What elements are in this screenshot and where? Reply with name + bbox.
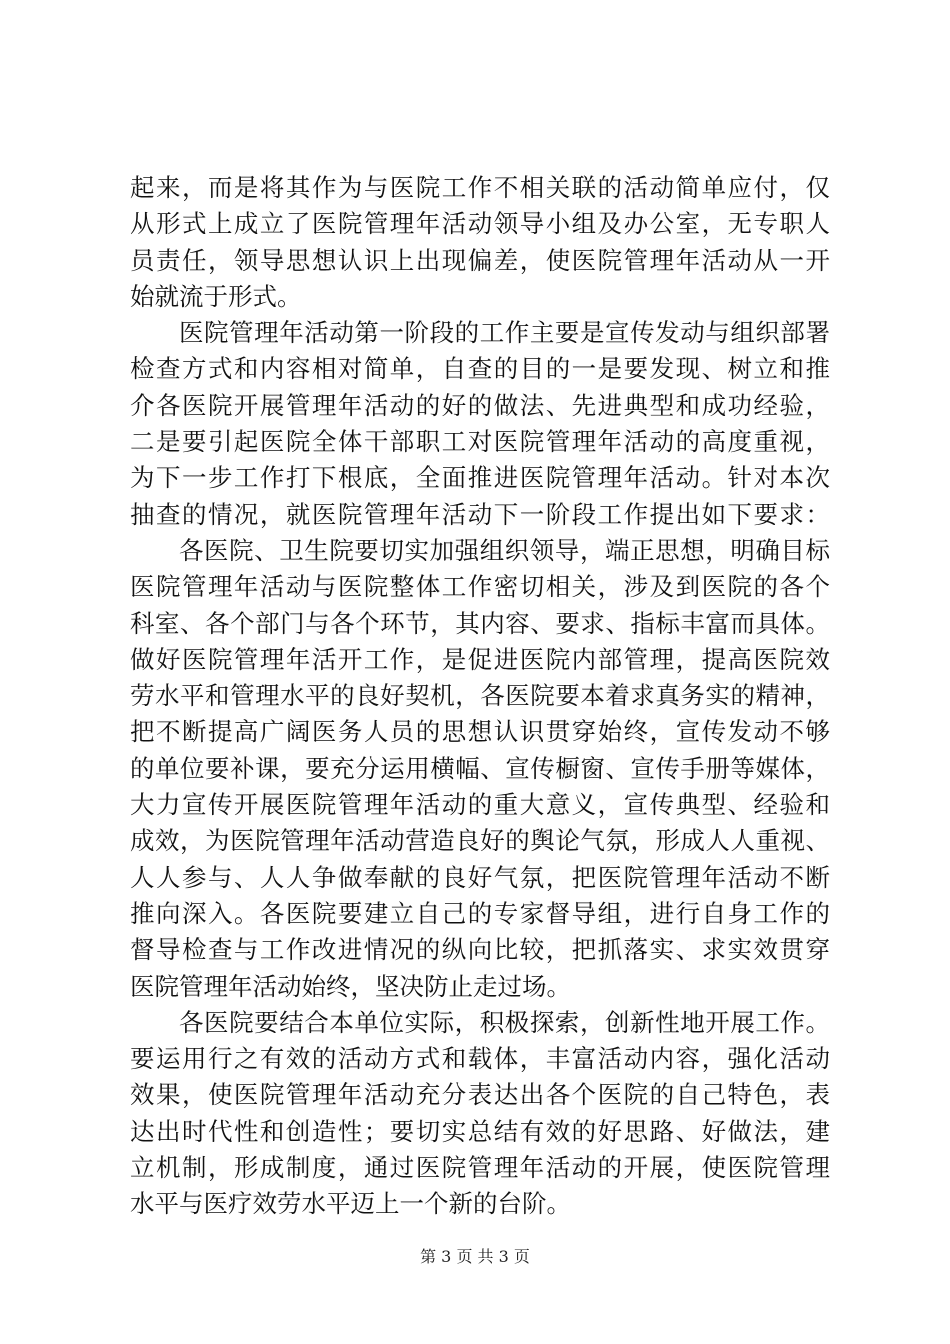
paragraph-3 [130,533,830,1005]
text-line: 达出时代性和创造性；要切实总结有效的好思路、好做法，建 [130,1116,830,1146]
text-line: 各医院、卫生院要切实加强组织领导，端正思想，明确目标 [179,535,830,565]
text-line: 从形式上成立了医院管理年活动领导小组及办公室，无专职人 [130,209,830,239]
text-line: 始就流于形式。 [130,281,302,311]
text-line: 医院管理年活动第一阶段的工作主要是宣传发动与组织部署 [179,318,830,348]
paragraph-1 [130,170,830,315]
text-line: 效果，使医院管理年活动充分表达出各个医院的自己特色，表 [130,1080,830,1110]
paragraph-2 [130,315,830,533]
text-line: 的单位要补课，要充分运用横幅、宣传橱窗、宣传手册等媒体， [130,753,830,783]
page-number-footer: 第 3 页 共 3 页 [420,1247,530,1266]
text-line: 介各医院开展管理年活动的好的做法、先进典型和成功经验， [130,390,830,420]
text-line: 各医院要结合本单位实际，积极探索，创新性地开展工作。 [179,1007,830,1037]
text-line: 二是要引起医院全体干部职工对医院管理年活动的高度重视， [130,427,830,457]
text-line: 为下一步工作打下根底，全面推进医院管理年活动。针对本次 [130,463,830,493]
text-line: 起来，而是将其作为与医院工作不相关联的活动简单应付，仅 [130,173,830,202]
text-line: 检查方式和内容相对简单，自查的目的一是要发现、树立和推 [130,354,830,384]
text-line: 医院管理年活动始终，坚决防止走过场。 [130,971,571,1001]
text-line: 医院管理年活动与医院整体工作密切相关，涉及到医院的各个 [130,572,830,602]
text-line: 员责任，领导思想认识上出现偏差，使医院管理年活动从一开 [130,245,830,275]
text-line: 劳水平和管理水平的良好契机，各医院要本着求真务实的精神， [130,681,830,711]
document-body [130,170,830,1223]
text-line: 立机制，形成制度，通过医院管理年活动的开展，使医院管理 [130,1153,830,1183]
text-line: 把不断提高广阔医务人员的思想认识贯穿始终，宣传发动不够 [130,717,830,747]
paragraph-4 [130,1005,830,1223]
text-line: 要运用行之有效的活动方式和载体，丰富活动内容，强化活动 [130,1044,830,1074]
text-line: 做好医院管理年活开工作，是促进医院内部管理，提高医院效 [130,644,830,674]
text-line: 推向深入。各医院要建立自己的专家督导组，进行自身工作的 [130,898,830,928]
text-line: 人人参与、人人争做奉献的良好气氛，把医院管理年活动不断 [130,862,830,892]
text-line: 水平与医疗效劳水平迈上一个新的台阶。 [130,1189,571,1219]
text-line: 大力宣传开展医院管理年活动的重大意义，宣传典型、经验和 [130,790,830,820]
text-line: 成效，为医院管理年活动营造良好的舆论气氛，形成人人重视、 [130,826,830,856]
text-line: 科室、各个部门与各个环节，其内容、要求、指标丰富而具体。 [130,608,830,638]
text-line: 督导检查与工作改进情况的纵向比较，把抓落实、求实效贯穿 [130,935,830,965]
text-line: 抽查的情况，就医院管理年活动下一阶段工作提出如下要求： [130,499,830,529]
